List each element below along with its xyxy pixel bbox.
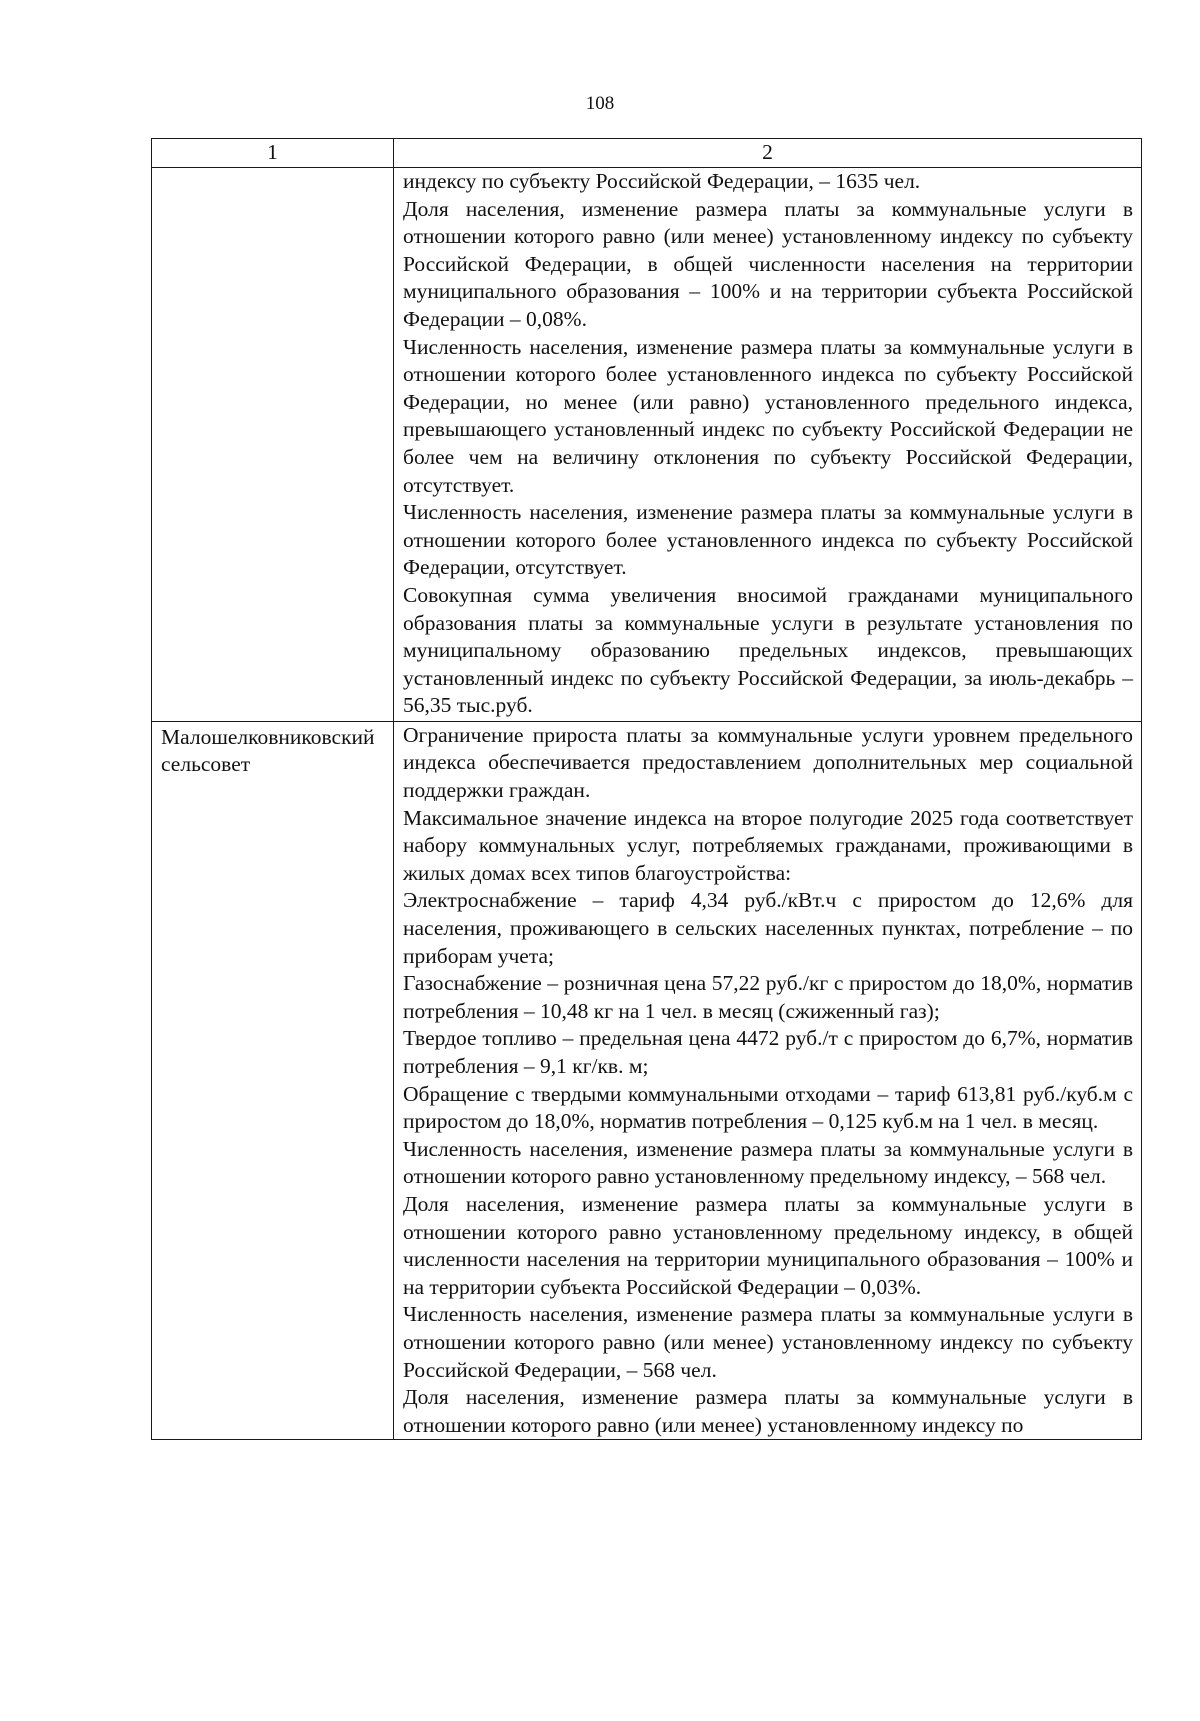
paragraph: Обращение с твердыми коммунальными отходами – тариф 613,81 руб./куб.м с приростом до 18,0%, норматив потребления – 0,125 куб.м на 1 чел. в месяц. xyxy=(403,1081,1133,1134)
table-row xyxy=(152,168,1142,722)
description-cell xyxy=(394,168,1142,722)
paragraph: Доля населения, изменение размера платы за коммунальные услуги в отношении которого равно установленному предельному индексу, в общей численности населения на территории муниципального образования – 100% и на территории субъекта Российской Федерации – 0,03%. xyxy=(403,1191,1133,1299)
paragraph: Газоснабжение – розничная цена 57,22 руб./кг с приростом до 18,0%, норматив потребления – 10,48 кг на 1 чел. в месяц (сжиженный газ); xyxy=(403,971,1133,1023)
paragraph: Численность населения, изменение размера платы за коммунальные услуги в отношении которого более установленного индекса по субъекту Российской Федерации, отсутствует. xyxy=(403,500,1133,580)
description-cell xyxy=(394,721,1142,1439)
paragraph: индексу по субъекту Российской Федерации, – 1635 чел. xyxy=(403,169,921,193)
paragraph: Численность населения, изменение размера платы за коммунальные услуги в отношении которого более установленного индекса по субъекту Российской Федерации, но менее (или равно) установленного предельного индекса, превышающего установленный индекс по субъекту Российской Федерации не более чем на величину отклонения по субъекту Российской Федерации, отсутствует. xyxy=(403,334,1133,497)
document-table xyxy=(151,138,1142,1440)
paragraph: Электроснабжение – тариф 4,34 руб./кВт.ч с приростом до 12,6% для населения, проживающего в сельских населенных пунктах, потребление – по приборам учета; xyxy=(403,888,1133,968)
paragraph: Доля населения, изменение размера платы за коммунальные услуги в отношении которого равно (или менее) установленному индексу по xyxy=(403,1385,1133,1437)
page-number: 108 xyxy=(585,93,615,114)
table-header-row xyxy=(152,139,1142,168)
municipality-name-cell xyxy=(152,168,394,722)
paragraph: Численность населения, изменение размера платы за коммунальные услуги в отношении которого равно (или менее) установленному индексу по субъекту Российской Федерации, – 568 чел. xyxy=(403,1302,1133,1382)
paragraph: Совокупная сумма увеличения вносимой гражданами муниципального образования платы за коммунальные услуги в результате установления по муниципальному образованию предельных индексов, превышающих установленный индекс по субъекту Российской Федерации, за июль-декабрь – 56,35 тыс.руб. xyxy=(403,582,1133,718)
paragraph: Твердое топливо – предельная цена 4472 руб./т с приростом до 6,7%, норматив потребления – 9,1 кг/кв. м; xyxy=(403,1026,1133,1078)
paragraph: Доля населения, изменение размера платы за коммунальные услуги в отношении которого равно (или менее) установленному индексу по субъекту Российской Федерации, в общей численности населения на территории муниципального образования – 100% и на территории субъекта Российской Федерации – 0,08%. xyxy=(403,196,1133,331)
paragraph: Численность населения, изменение размера платы за коммунальные услуги в отношении которого равно установленному предельному индексу, – 568 чел. xyxy=(403,1136,1133,1189)
municipality-name-cell: Малошелковниковский сельсовет xyxy=(152,721,394,1439)
column-header-1: 1 xyxy=(152,139,394,168)
column-header-2: 2 xyxy=(394,139,1142,168)
paragraph: Максимальное значение индекса на второе полугодие 2025 года соответствует набору коммунальных услуг, потребляемых гражданами, проживающими в жилых домах всех типов благоустройства: xyxy=(403,805,1133,885)
paragraph: Ограничение прироста платы за коммунальные услуги уровнем предельного индекса обеспечивается предоставлением дополнительных мер социальной поддержки граждан. xyxy=(403,722,1133,803)
table-row xyxy=(152,721,1142,1439)
